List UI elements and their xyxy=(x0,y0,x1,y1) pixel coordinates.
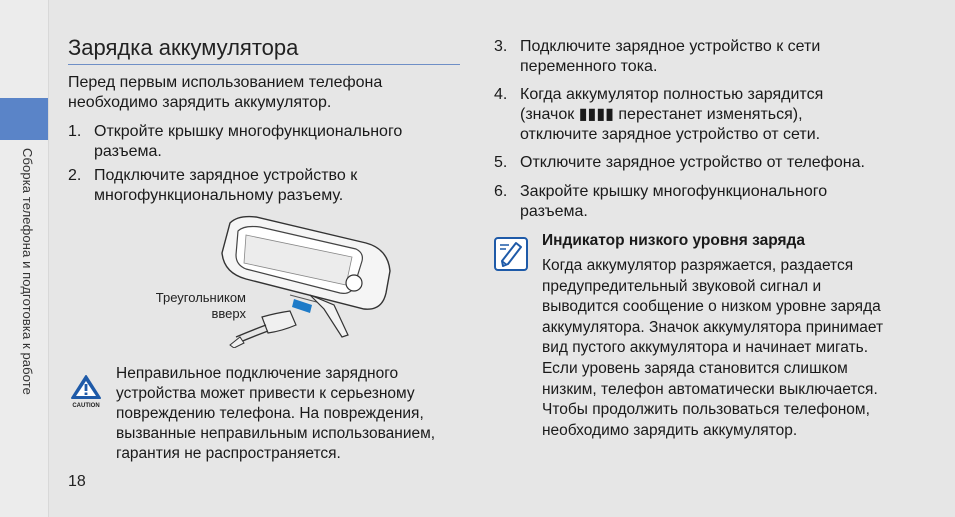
step-number: 6. xyxy=(494,183,508,200)
note-text: Когда аккумулятор разряжается, раздается предупредительный звуковой сигнал и выводится сообщение о низком уровне заряда аккумулятора. Значок аккумулятора принимает вид пустого аккумулятора и начинает мигать. Если уровень заряда становится слишком низким, телефон автоматически выключается. Чтобы продолжить пользоваться телефоном, необходимо зарядить аккумулятор. xyxy=(542,257,884,439)
step-number: 4. xyxy=(494,86,508,103)
step-text: Отключите зарядное устройство от телефона. xyxy=(520,154,865,171)
step-number: 1. xyxy=(68,123,82,140)
step-text: Подключите зарядное устройство к сети переменного тока. xyxy=(520,38,821,75)
step-text: Закройте крышку многофункционального разъема. xyxy=(520,183,828,220)
step-number: 2. xyxy=(68,167,82,184)
intro-paragraph: Перед первым использованием телефона необходимо зарядить аккумулятор. xyxy=(68,74,383,111)
step-text: Откройте крышку многофункционального разъема. xyxy=(94,123,403,160)
section-title: Зарядка аккумулятора xyxy=(68,35,299,60)
note-title: Индикатор низкого уровня заряда xyxy=(542,232,806,249)
step-number: 3. xyxy=(494,38,508,55)
title-divider xyxy=(68,64,460,65)
phone-charging-illustration xyxy=(216,213,394,348)
page-number: 18 xyxy=(68,473,86,490)
chapter-tab xyxy=(0,98,48,140)
step-text: Подключите зарядное устройство к многофункциональному разъему. xyxy=(94,167,358,204)
illustration-caption: Треугольником вверх xyxy=(155,290,246,321)
step-number: 5. xyxy=(494,154,508,171)
caution-text: Неправильное подключение зарядного устройства может привести к серьезному повреждению телефона. На повреждения, вызванные неправильным использованием, гарантия не распространяется. xyxy=(116,365,436,462)
note-icon xyxy=(494,237,528,271)
chapter-label: Сборка телефона и подготовка к работе xyxy=(20,148,35,395)
caution-icon xyxy=(68,372,104,412)
caution-icon-label: CAUTION xyxy=(72,403,100,409)
step-text: Когда аккумулятор полностью зарядится (значок ▮▮▮▮ перестанет изменяться), отключите зарядное устройство от сети. xyxy=(520,86,824,143)
